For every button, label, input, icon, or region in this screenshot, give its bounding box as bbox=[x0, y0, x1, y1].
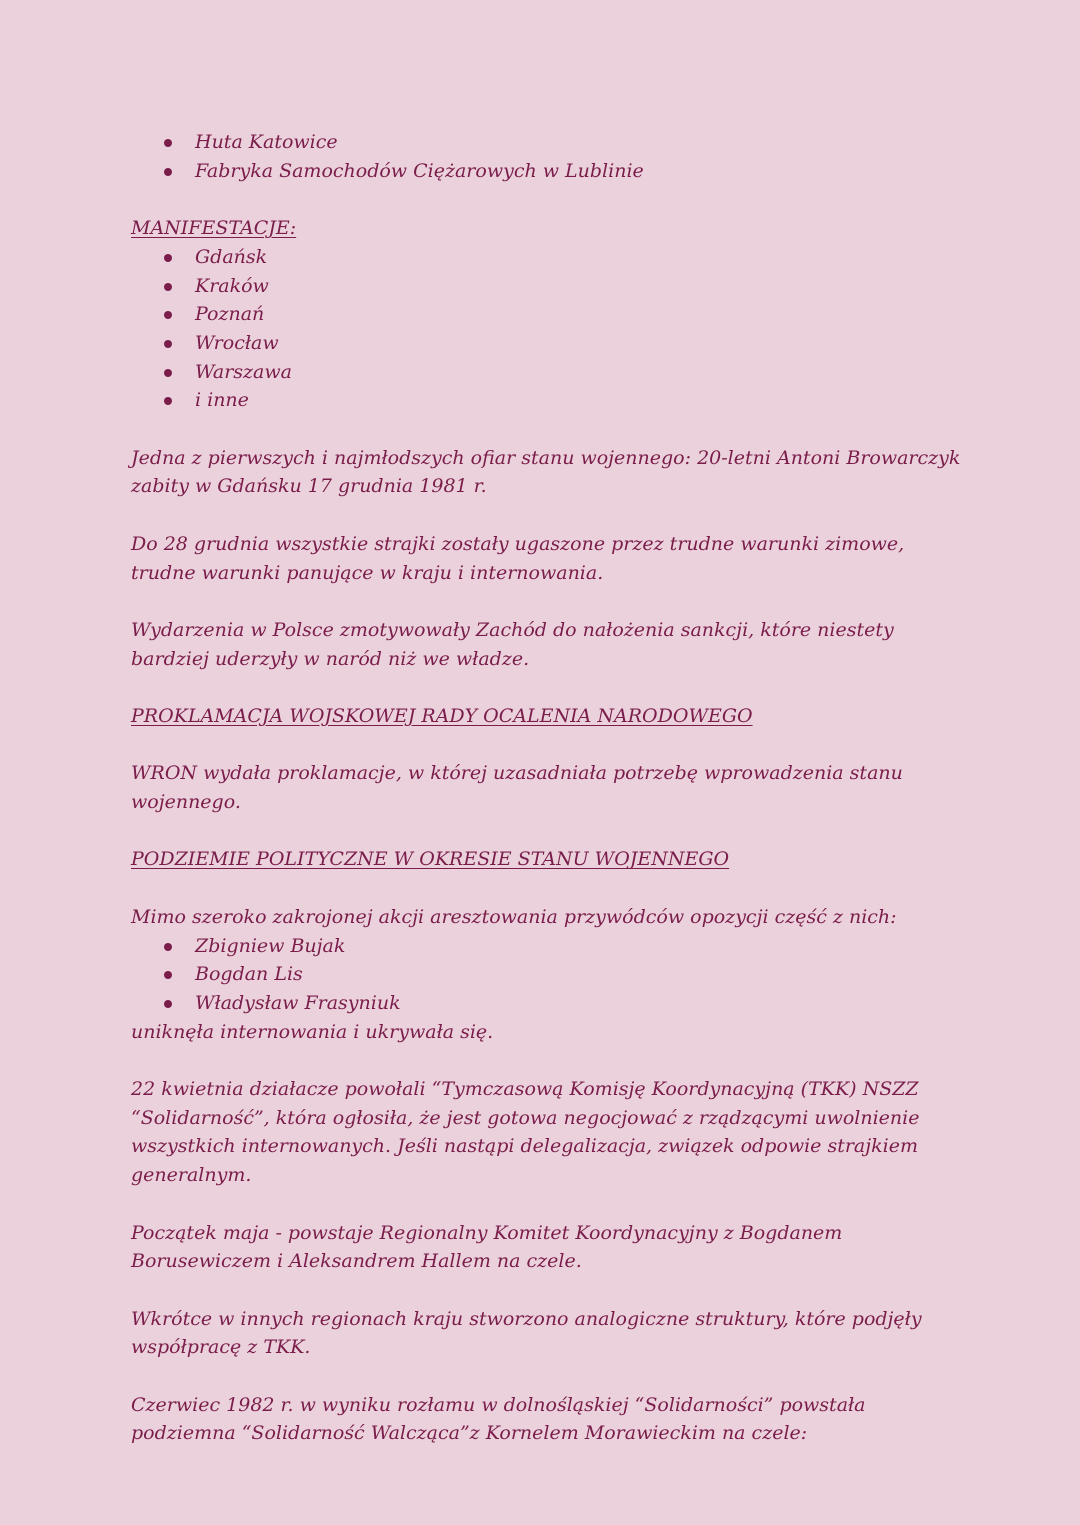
list-item: Wrocław bbox=[195, 329, 961, 358]
bullet-icon bbox=[164, 943, 172, 951]
section-heading-manifestacje: MANIFESTACJE: bbox=[131, 217, 297, 240]
strike-sites-list bbox=[131, 128, 961, 185]
document-body bbox=[131, 128, 961, 1448]
list-item: Władysław Frasyniuk bbox=[195, 989, 961, 1018]
bullet-icon bbox=[164, 168, 172, 176]
hidden-leaders-list bbox=[131, 932, 961, 1018]
list-item: i inne bbox=[195, 386, 961, 415]
bullet-icon bbox=[164, 1000, 172, 1008]
bullet-icon bbox=[164, 369, 172, 377]
bullet-icon bbox=[164, 283, 172, 291]
bullet-icon bbox=[164, 139, 172, 147]
paragraph-rkk: Początek maja - powstaje Regionalny Komitet Koordynacyjny z Bogdanem Borusewiczem i Aleksandrem Hallem na czele. bbox=[131, 1221, 843, 1273]
list-item: Bogdan Lis bbox=[195, 960, 961, 989]
list-item: Huta Katowice bbox=[195, 128, 961, 157]
bullet-icon bbox=[164, 254, 172, 262]
manifestations-list bbox=[131, 243, 961, 415]
paragraph-regions: Wkrótce w innych regionach kraju stworzono analogiczne struktury, które podjęły współpracę z TKK. bbox=[131, 1307, 922, 1359]
section-heading-podziemie: PODZIEMIE POLITYCZNE W OKRESIE STANU WOJENNEGO bbox=[131, 848, 730, 871]
list-item: Warszawa bbox=[195, 358, 961, 387]
paragraph-arrests-intro: Mimo szeroko zakrojonej akcji aresztowania przywódców opozycji część z nich: bbox=[131, 905, 897, 928]
bullet-icon bbox=[164, 311, 172, 319]
list-item: Poznań bbox=[195, 300, 961, 329]
paragraph-arrests-outro: uniknęła internowania i ukrywała się. bbox=[131, 1020, 494, 1043]
paragraph-wron-proclamation: WRON wydała proklamacje, w której uzasadniała potrzebę wprowadzenia stanu wojennego. bbox=[131, 762, 903, 814]
list-item: Zbigniew Bujak bbox=[195, 932, 961, 961]
paragraph-sanctions: Wydarzenia w Polsce zmotywowały Zachód do nałożenia sankcji, które niestety bardziej uderzyły w naród niż we władze. bbox=[131, 618, 894, 670]
bullet-icon bbox=[164, 397, 172, 405]
list-item: Kraków bbox=[195, 272, 961, 301]
paragraph-solidarnosc-walczaca: Czerwiec 1982 r. w wyniku rozłamu w dolnośląskiej “Solidarności” powstała podziemna “Solidarność Walcząca”z Kornelem Morawieckim na czele: bbox=[131, 1393, 866, 1445]
paragraph-browarczyk: Jedna z pierwszych i najmłodszych ofiar stanu wojennego: 20-letni Antoni Browarczyk zabity w Gdańsku 17 grudnia 1981 r. bbox=[131, 446, 961, 498]
paragraph-strikes-ended: Do 28 grudnia wszystkie strajki zostały ugaszone przez trudne warunki zimowe, trudne warunki panujące w kraju i internowania. bbox=[131, 532, 905, 584]
paragraph-tkk: 22 kwietnia działacze powołali “Tymczasową Komisję Koordynacyjną (TKK) NSZZ “Solidarność”, która ogłosiła, że jest gotowa negocjować z rządzącymi uwolnienie wszystkich internowanych. Jeśli nastąpi delegalizacja, związek odpowie strajkiem generalnym. bbox=[131, 1078, 920, 1187]
list-item: Gdańsk bbox=[195, 243, 961, 272]
bullet-icon bbox=[164, 340, 172, 348]
list-item: Fabryka Samochodów Ciężarowych w Lublinie bbox=[195, 157, 961, 186]
bullet-icon bbox=[164, 971, 172, 979]
section-heading-proklamacja: PROKLAMACJA WOJSKOWEJ RADY OCALENIA NARODOWEGO bbox=[131, 704, 753, 727]
